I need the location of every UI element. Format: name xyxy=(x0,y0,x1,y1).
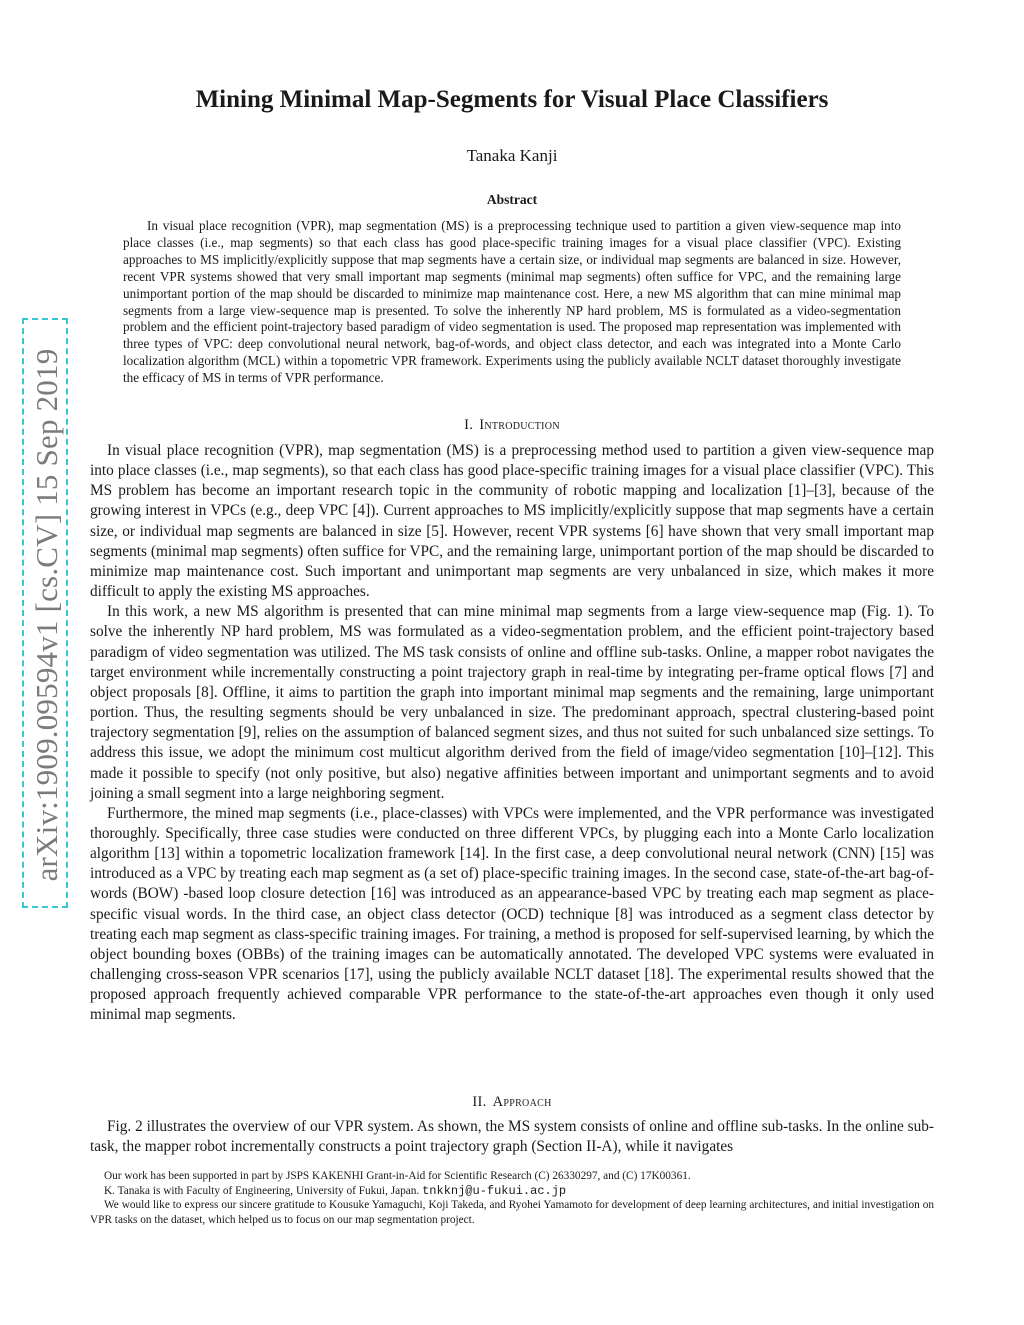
footnotes xyxy=(90,1169,934,1227)
paragraph: In visual place recognition (VPR), map segmentation (MS) is a preprocessing method used to partition a given view-sequence map into place classes (i.e., map segments), so that each class has good place-specific training images for a visual place classifier (VPC). This MS problem has become an important research topic in the community of robotic mapping and localization [1]–[3], because of the growing interest in VPCs (e.g., deep VPC [4]). Current approaches to MS implicitly/explicitly suppose that map segments have a certain size, or individual map segments are balanced in size [5]. However, recent VPR systems [6] have shown that very small important map segments (minimal map segments) often suffice for VPC, and the remaining large, unimportant portion of the map should be discarded to minimize map maintenance cost. Such important and unimportant map segments are very unbalanced in size, which makes it more difficult to apply the existing MS approaches. xyxy=(90,442,934,601)
paragraph: Fig. 2 illustrates the overview of our VPR system. As shown, the MS system consists of online and offline sub-tasks. In the online sub-task, the mapper robot incrementally constructs a point trajectory graph (Section II-A), while it navigates xyxy=(90,1118,934,1156)
funding-footnote: Our work has been supported in part by JSPS KAKENHI Grant-in-Aid for Scientific Research (C) 26330297, and (C) 17K00361. xyxy=(104,1170,691,1182)
abstract-heading: Abstract xyxy=(486,192,538,207)
section-number: I. xyxy=(464,417,474,433)
affiliation-text: K. Tanaka is with Faculty of Engineering, University of Fukui, Japan. xyxy=(104,1184,420,1197)
author-name: Tanaka Kanji xyxy=(466,146,558,165)
acknowledgment-footnote: We would like to express our sincere gratitude to Kousuke Yamaguchi, Koji Takeda, and Ryohei Yamamoto for development of deep learning architectures, and initial investigation on VPR tasks on the dataset, which helped us to focus on our map segmentation project. xyxy=(90,1199,934,1226)
arxiv-stamp xyxy=(22,318,68,908)
section-title: Introduction xyxy=(479,417,560,433)
author-email: tnkknj@u-fukui.ac.jp xyxy=(422,1183,567,1198)
affiliation-footnote xyxy=(90,1184,934,1199)
arxiv-identifier: arXiv:1909.09594v1 [cs.CV] 15 Sep 2019 xyxy=(29,348,64,882)
section-title: Approach xyxy=(492,1094,552,1110)
section-heading-approach xyxy=(0,1094,1024,1111)
paragraph: Furthermore, the mined map segments (i.e., place-classes) with VPCs were implemented, and the VPR performance was investigated thoroughly. Specifically, three case studies were conducted on three different VPCs, by plugging each into a Monte Carlo localization algorithm [13] within a topometric localization framework [14]. In the first case, a deep convolutional neural network (CNN) [15] was introduced as a VPC by treating each map segment as (a set of) place-specific training images. In the second case, state-of-the-art bag-of-words (BOW) -based loop closure detection [16] was introduced as an appearance-based VPC by treating each map segment as place-specific visual words. In the third case, an object class detector (OCD) technique [8] was introduced as a segment class detector by treating each map segment as class-specific training images. For training, a method is proposed for self-supervised learning, by which the object bounding boxes (OBBs) of the training images can be automatically annotated. The developed VPC systems were evaluated in challenging cross-season VPR scenarios [17], using the publicly available NCLT dataset [18]. The experimental results showed that the proposed approach frequently achieved comparable VPR performance to the state-of-the-art approaches even though it only used minimal map segments. xyxy=(90,804,934,1024)
section-heading-introduction xyxy=(0,417,1024,434)
approach-body xyxy=(90,1117,934,1157)
paper-title: Mining Minimal Map-Segments for Visual Place Classifiers xyxy=(195,86,829,113)
abstract-text: In visual place recognition (VPR), map segmentation (MS) is a preprocessing technique used to partition a given view-sequence map into place classes (i.e., map segments) so that each class has good place-specific training images for a visual place classifier (VPC). Existing approaches to MS implicitly/explicitly suppose that map segments have a certain size, or individual map segments are balanced in size. However, recent VPR systems showed that very small important map segments (minimal map segments) often suffice for VPC, and the remaining large unimportant portion of the map should be discarded to minimize map maintenance cost. Here, a new MS algorithm that can mine minimal map segments from a large view-sequence map is presented. To solve the inherently NP hard problem, MS is formulated as a video-segmentation problem and the efficient point-trajectory based paradigm of video segmentation is used. The proposed map representation was implemented with three types of VPC: deep convolutional neural network, bag-of-words, and object class detector, and each was integrated into a Monte Carlo localization algorithm (MCL) within a topometric VPR framework. Experiments using the publicly available NCLT dataset thoroughly investigate the efficacy of MS in terms of VPR performance. xyxy=(123,218,901,386)
introduction-body xyxy=(90,441,934,1026)
section-number: II. xyxy=(472,1094,487,1110)
paragraph: In this work, a new MS algorithm is presented that can mine minimal map segments from a large view-sequence map (Fig. 1). To solve the inherently NP hard problem, MS was formulated as a video-segmentation problem, and the efficient point-trajectory based paradigm of video segmentation was utilized. The MS task consists of online and offline sub-tasks. Online, a mapper robot navigates the target environment while incrementally constructing a point trajectory graph in real-time by integrating per-frame optical flows [7] and object proposals [8]. Offline, it aims to partition the graph into important minimal map segments and the remaining, large unimportant portion. Thus, the resulting segments should be very unbalanced in size. The predominant approach, spectral clustering-based point trajectory segmentation [9], relies on the assumption of balanced segment sizes, and thus not suited for such unbalanced size settings. To address this issue, we adopt the minimum cost multicut algorithm derived from the field of image/video segmentation [10]–[12]. This made it possible to specify (not only positive, but also) negative affinities between important and unimportant segments and to avoid joining a small segment into a large neighboring segment. xyxy=(90,603,934,802)
